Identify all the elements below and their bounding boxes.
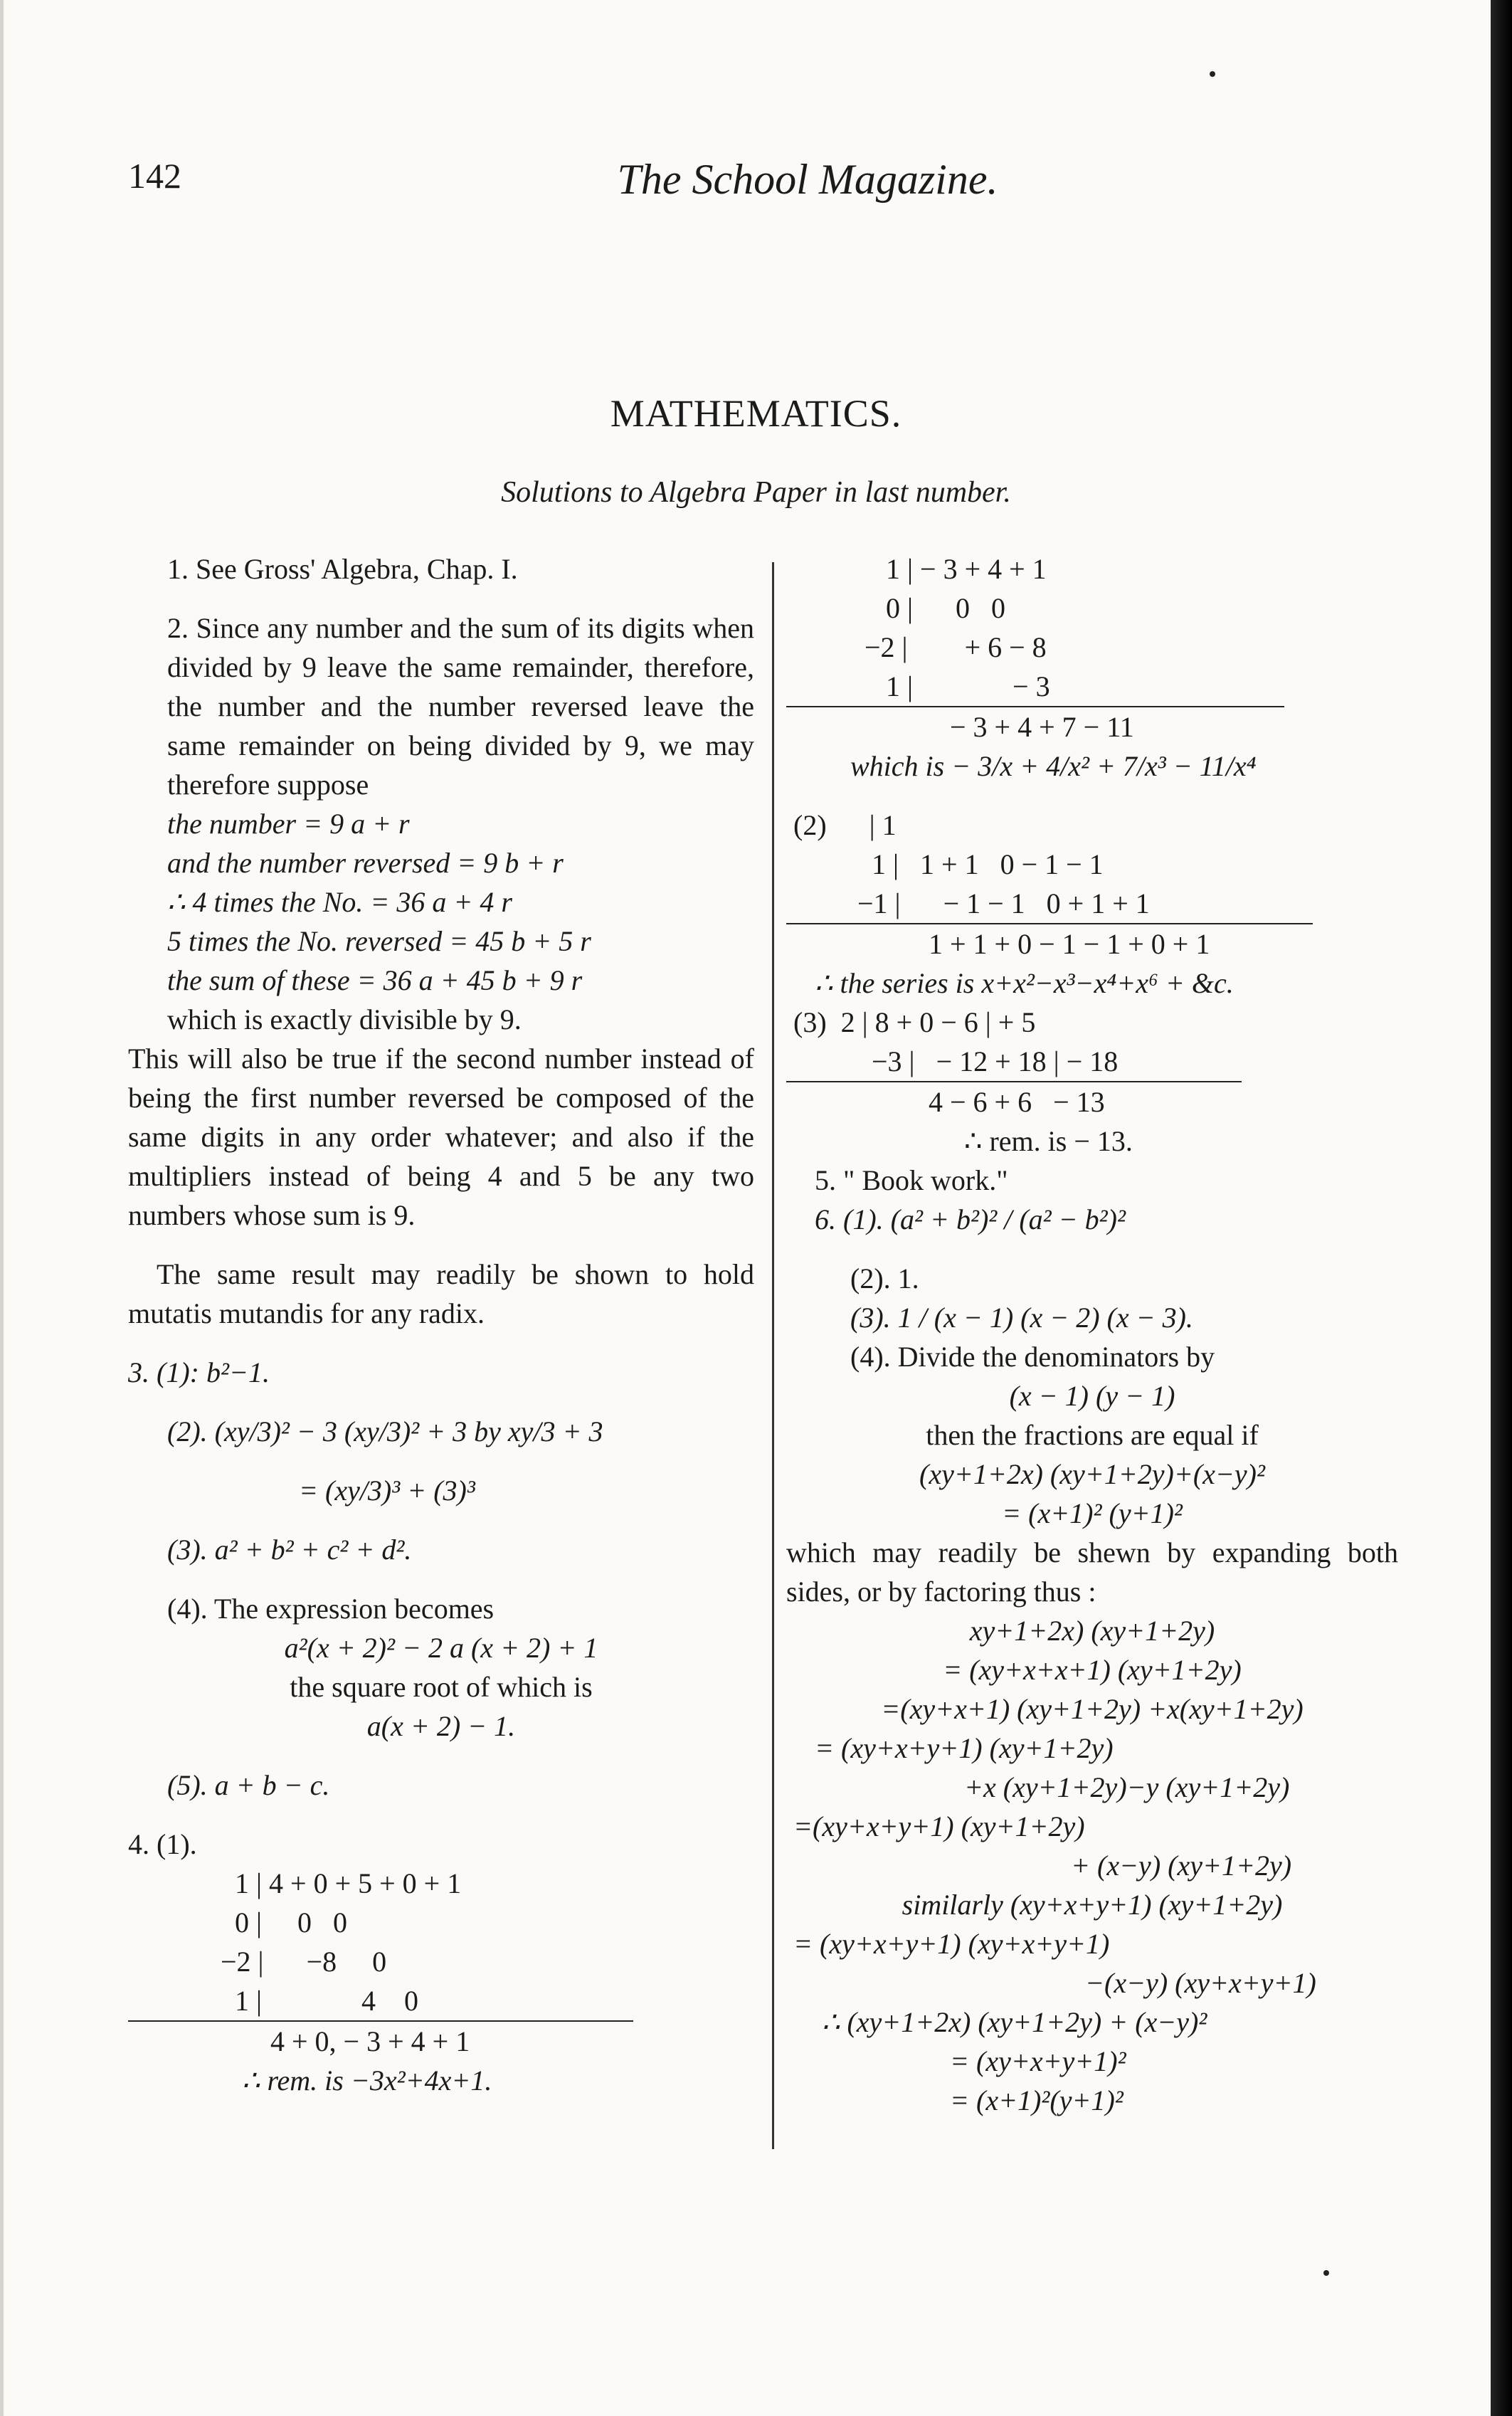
paragraph: The same result may readily be shown to hold mutatis mutandis for any radix. (128, 1258, 754, 1329)
synthetic-division-result: 4 + 0, − 3 + 4 + 1 (270, 2025, 470, 2057)
text-line: which is exactly divisible by 9. (167, 1003, 522, 1035)
equation-line: the number = 9 a + r (167, 808, 410, 840)
paragraph: which may readily be shewn by expanding both sides, or by factoring thus : (786, 1536, 1398, 1608)
equation-line: xy+1+2x) (xy+1+2y) (969, 1615, 1215, 1647)
equation-line: which is − 3/x + 4/x² + 7/x³ − 11/x⁴ (850, 750, 1257, 782)
equation-line: = (xy+x+y+1)² (950, 2045, 1126, 2077)
section-title: MATHEMATICS. (610, 392, 902, 435)
equation-line: ∴ (xy+1+2x) (xy+1+2y) + (x−y)² (822, 2006, 1207, 2038)
text-line: (4). Divide the denominators by (850, 1341, 1215, 1373)
remainder-line: ∴ rem. is −3x²+4x+1. (242, 2064, 492, 2096)
equation-line: a²(x + 2)² − 2 a (x + 2) + 1 (284, 1632, 598, 1664)
section-subtitle: Solutions to Algebra Paper in last number. (501, 476, 1011, 509)
equation-line: + (x−y) (xy+1+2y) (1071, 1850, 1292, 1882)
equation-line: (5). a + b − c. (167, 1769, 330, 1801)
synthetic-division-row: 0 | 0 0 (886, 592, 1006, 624)
synthetic-division-row: −2 | −8 0 (221, 1946, 387, 1978)
synthetic-division-row: (2) | 1 (793, 809, 897, 841)
equation-line: = (x+1)² (y+1)² (1002, 1497, 1183, 1529)
equation-line: +x (xy+1+2y)−y (xy+1+2y) (964, 1771, 1290, 1803)
equation-line: −(x−y) (xy+x+y+1) (1085, 1967, 1316, 1999)
equation-line: (x − 1) (y − 1) (1009, 1380, 1175, 1412)
equation-line: the sum of these = 36 a + 45 b + 9 r (167, 964, 583, 996)
equation-line: = (xy+x+y+1) (xy+1+2y) (815, 1732, 1114, 1764)
synthetic-division-row: 0 | 0 0 (235, 1906, 348, 1938)
synthetic-division-row: −3 | − 12 + 18 | − 18 (786, 1042, 1242, 1082)
text-line: 5. " Book work." (815, 1164, 1008, 1196)
synthetic-division-result: 1 + 1 + 0 − 1 − 1 + 0 + 1 (929, 928, 1210, 960)
synthetic-division-row: −2 | + 6 − 8 (865, 631, 1047, 663)
equation-line: a(x + 2) − 1. (366, 1710, 516, 1742)
equation-line: = (xy+x+x+1) (xy+1+2y) (943, 1654, 1242, 1686)
equation-line: (3). 1 / (x − 1) (x − 2) (x − 3). (850, 1302, 1193, 1334)
equation-line: ∴ the series is x+x²−x³−x⁴+x⁶ + &c. (815, 967, 1234, 999)
synthetic-division-result: − 3 + 4 + 7 − 11 (950, 711, 1134, 743)
synthetic-division-row: −1 | − 1 − 1 0 + 1 + 1 (786, 884, 1313, 924)
equation-line: 3. (1): b²−1. (128, 1356, 270, 1388)
text-line: then the fractions are equal if (926, 1419, 1259, 1451)
ink-speck (1210, 71, 1215, 77)
equation-line: (2). (xy/3)² − 3 (xy/3)² + 3 by xy/3 + 3 (167, 1415, 603, 1447)
right-column (786, 549, 1398, 2120)
synthetic-division-row: 1 | − 3 (786, 667, 1284, 707)
equation-line: =(xy+x+y+1) (xy+1+2y) (793, 1810, 1085, 1842)
equation-line: (3). a² + b² + c² + d². (167, 1534, 412, 1566)
text-line: 4. (1). (128, 1828, 197, 1860)
synthetic-division-row: 1 | 1 + 1 0 − 1 − 1 (872, 848, 1104, 880)
equation-line: (xy+1+2x) (xy+1+2y)+(x−y)² (919, 1458, 1265, 1490)
equation-line: = (x+1)²(y+1)² (950, 2084, 1124, 2116)
equation-line: 5 times the No. reversed = 45 b + 5 r (167, 925, 591, 957)
page-number: 142 (128, 156, 181, 196)
running-head (128, 155, 1487, 212)
remainder-line: ∴ rem. is − 13. (964, 1125, 1133, 1157)
text-line: (2). 1. (850, 1262, 919, 1294)
equation-line: 6. (1). (a² + b²)² / (a² − b²)² (815, 1203, 1126, 1235)
equation-line: ∴ 4 times the No. = 36 a + 4 r (167, 886, 512, 918)
equation-line: = (xy+x+y+1) (xy+x+y+1) (793, 1928, 1110, 1960)
synthetic-division-row: 1 | 4 0 (128, 1981, 633, 2022)
magazine-title: The School Magazine. (617, 156, 998, 203)
left-column (128, 549, 754, 2100)
text-line: (4). The expression becomes (167, 1593, 495, 1625)
page-edge-left (0, 0, 4, 2416)
equation-line: similarly (xy+x+y+1) (xy+1+2y) (902, 1889, 1283, 1921)
paragraph: This will also be true if the second number instead of being the first number reversed be composed of the same digits in any order whatever; and also if the multipliers instead of being 4 and 5 be any two numbers whose sum is 9. (128, 1043, 754, 1231)
column-divider (772, 562, 774, 2149)
ink-speck (1323, 2270, 1329, 2276)
equation-line: and the number reversed = 9 b + r (167, 847, 564, 879)
synthetic-division-row: 1 | − 3 + 4 + 1 (886, 553, 1047, 585)
page-edge-right (1491, 0, 1512, 2416)
text-line: the square root of which is (290, 1671, 593, 1703)
equation-line: =(xy+x+1) (xy+1+2y) +x(xy+1+2y) (881, 1693, 1304, 1725)
equation-line: = (xy/3)³ + (3)³ (299, 1475, 475, 1507)
text-line: 1. See Gross' Algebra, Chap. I. (167, 553, 518, 585)
synthetic-division-row: (3) 2 | 8 + 0 − 6 | + 5 (793, 1006, 1036, 1038)
paragraph: 2. Since any number and the sum of its digits when divided by 9 leave the same remainder, therefore, the number and the number reversed leave the same remainder on being divided by 9, we may therefore suppose (167, 612, 754, 801)
synthetic-division-row: 1 | 4 + 0 + 5 + 0 + 1 (235, 1867, 462, 1899)
synthetic-division-result: 4 − 6 + 6 − 13 (929, 1086, 1105, 1118)
